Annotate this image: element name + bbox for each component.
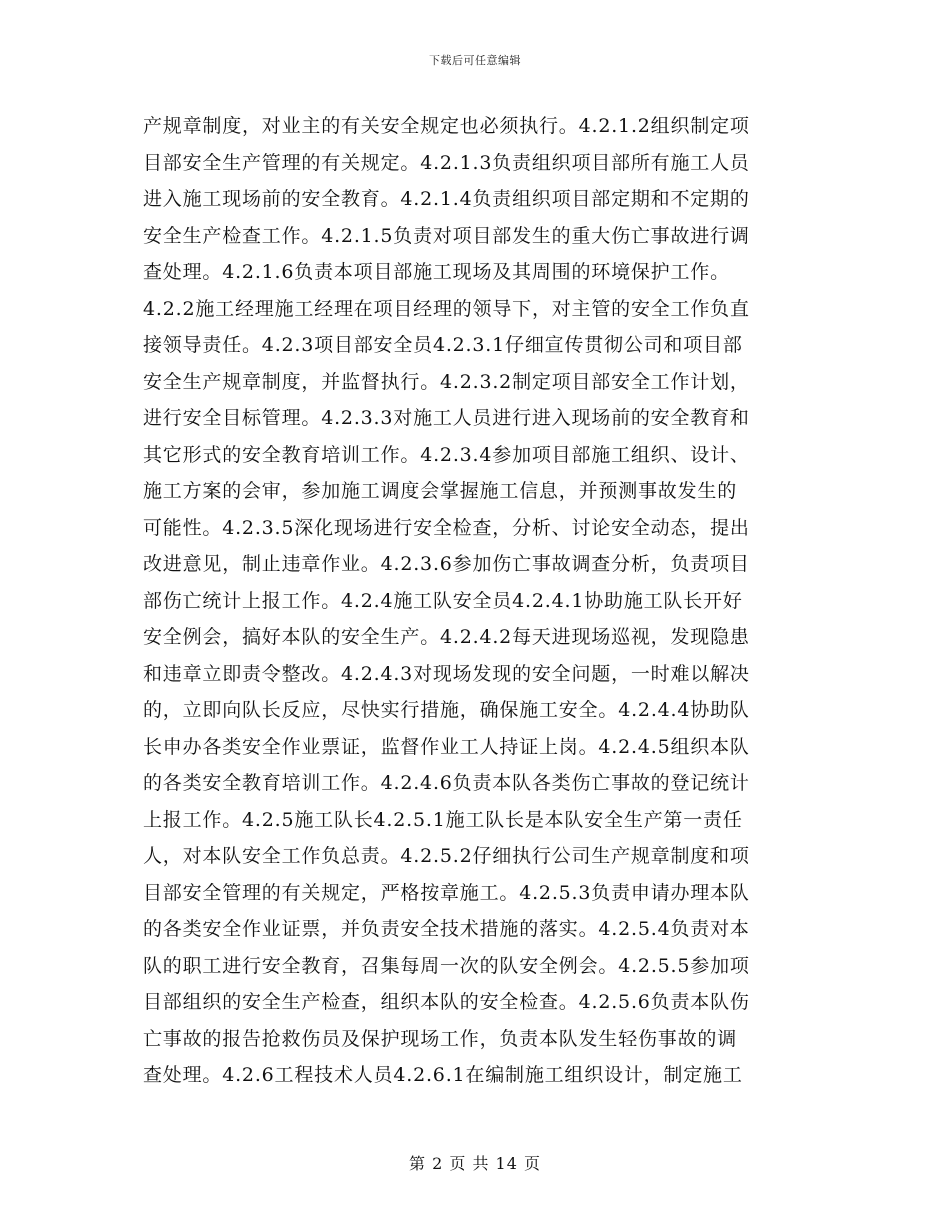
body-line-19: 的各类安全教育培训工作。4.2.4.6负责本队各类伤亡事故的登记统计 <box>143 772 750 794</box>
body-line-20: 上报工作。4.2.5施工队长4.2.5.1施工队长是本队安全生产第一责任 <box>143 808 743 831</box>
body-line-26: 亡事故的报告抢救伤员及保护现场工作，负责本队发生轻伤事故的调 <box>143 1027 738 1050</box>
body-line-22: 目部安全管理的有关规定，严格按章施工。4.2.5.3负责申请办理本队 <box>143 881 750 904</box>
body-line-21: 人，对本队安全工作负总责。4.2.5.2仔细执行公司生产规章制度和项 <box>143 845 750 867</box>
body-line-5: 查处理。4.2.1.6负责本项目部施工现场及其周围的环境保护工作。 <box>143 261 730 283</box>
body-line-25: 目部组织的安全生产检查，组织本队的安全检查。4.2.5.6负责本队伤 <box>143 991 750 1013</box>
body-line-24: 队的职工进行安全教育，召集每周一次的队安全例会。4.2.5.5参加项 <box>143 954 750 977</box>
body-line-14: 部伤亡统计上报工作。4.2.4施工队安全员4.2.4.1协助施工队长开好 <box>143 589 743 612</box>
body-line-1: 产规章制度，对业主的有关安全规定也必须执行。4.2.1.2组织制定项 <box>143 115 750 137</box>
body-line-13: 改进意见，制止违章作业。4.2.3.6参加伤亡事故调查分析，负责项目 <box>143 553 750 575</box>
body-line-3: 进入施工现场前的安全教育。4.2.1.4负责组织项目部定期和不定期的 <box>143 188 750 210</box>
body-line-10: 其它形式的安全教育培训工作。4.2.3.4参加项目部施工组织、设计、 <box>143 443 750 466</box>
body-line-17: 的，立即向队长反应，尽快实行措施，确保施工安全。4.2.4.4协助队 <box>143 699 750 721</box>
body-line-27: 查处理。4.2.6工程技术人员4.2.6.1在编制施工组织设计，制定施工 <box>143 1064 743 1086</box>
body-line-12: 可能性。4.2.3.5深化现场进行安全检查，分析、讨论安全动态，提出 <box>143 516 750 539</box>
body-line-6: 4.2.2施工经理施工经理在项目经理的领导下，对主管的安全工作负直 <box>143 297 750 320</box>
body-line-4: 安全生产检查工作。4.2.1.5负责对项目部发生的重大伤亡事故进行调 <box>143 224 750 247</box>
page-number-footer: 第 2 页 共 14 页 <box>409 1154 541 1173</box>
body-line-9: 进行安全目标管理。4.2.3.3对施工人员进行进入现场前的安全教育和 <box>143 407 750 429</box>
document-body <box>143 108 811 1094</box>
body-line-8: 安全生产规章制度，并监督执行。4.2.3.2制定项目部安全工作计划， <box>143 370 750 393</box>
page-header: 下载后可任意编辑 <box>429 54 521 67</box>
body-line-23: 的各类安全作业证票，并负责安全技术措施的落实。4.2.5.4负责对本 <box>143 918 750 940</box>
body-line-11: 施工方案的会审，参加施工调度会掌握施工信息，并预测事故发生的 <box>143 480 738 502</box>
body-line-7: 接领导责任。4.2.3项目部安全员4.2.3.1仔细宣传贯彻公司和项目部 <box>143 334 743 356</box>
body-line-16: 和违章立即责令整改。4.2.4.3对现场发现的安全问题，一时难以解决 <box>143 662 750 685</box>
body-line-2: 目部安全生产管理的有关规定。4.2.1.3负责组织项目部所有施工人员 <box>143 151 750 174</box>
body-line-15: 安全例会，搞好本队的安全生产。4.2.4.2每天进现场巡视，发现隐患 <box>143 626 750 648</box>
body-line-18: 长申办各类安全作业票证，监督作业工人持证上岗。4.2.4.5组织本队 <box>143 735 750 758</box>
